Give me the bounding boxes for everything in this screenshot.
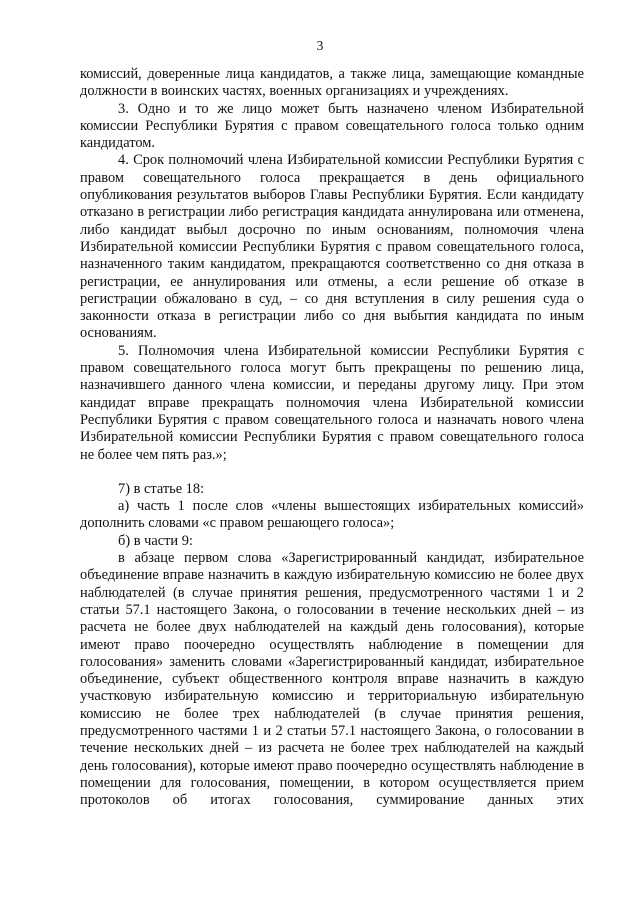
paragraph-subitem-a: а) часть 1 после слов «члены вышестоящих избирательных комиссий» дополнить словами «с правом решающего голоса»; [80, 498, 584, 532]
document-body [80, 66, 584, 809]
paragraph-subitem-b: б) в части 9: [118, 532, 193, 549]
paragraph-article-18: 7) в статье 18: [118, 480, 205, 497]
paragraph-item-4: 4. Срок полномочий члена Избирательной комиссии Республики Бурятия с правом совещательного голоса прекращается в день официального опубликования результатов выборов Главы Республики Бурятия. Если кандидату отказано в регистрации либо регистрация кандидата аннулирована или отменена, либо кандидат выбыл досрочно по иным основаниям, полномочия члена Избирательной комиссии Республики Бурятия с правом совещательного голоса, назначенного таким кандидатом, прекращаются соответственно со дня отказа в регистрации, ее аннулирования или отмены, а если решение об отказе в регистрации обжаловано в суд, – со дня вступления в силу решения суда о законности отказа в регистрации либо со дня выбытия кандидата по иным основаниям. [80, 152, 584, 342]
paragraph-item-3: 3. Одно и то же лицо может быть назначено членом Избирательной комиссии Республики Бурятия с правом совещательного голоса только одним кандидатом. [80, 100, 584, 152]
paragraph-item-5: 5. Полномочия члена Избирательной комиссии Республики Бурятия с правом совещательного голоса могут быть прекращены по решению лица, назначившего данного члена комиссии, и переданы другому лицу. При этом кандидат вправе прекращать полномочия члена Избирательной комиссии Республики Бурятия с правом совещательного голоса и назначать нового члена Избирательной комиссии Республики Бурятия с правом совещательного голоса не более чем пять раз.»; [80, 342, 584, 463]
paragraph-first-abzac: в абзаце первом слова «Зарегистрированный кандидат, избирательное объединение вправе назначить в каждую избирательную комиссию не более двух наблюдателей (в случае принятия решения, предусмотренного частями 1 и 2 статьи 57.1 настоящего Закона, о голосовании в течение нескольких дней – из расчета не более двух наблюдателей на каждый день голосования), которые имеют право поочередно осуществлять наблюдение в помещении для голосования» заменить словами «Зарегистрированный кандидат, избирательное объединение, субъект общественного контроля вправе назначить в каждую участковую избирательную комиссию и территориальную избирательную комиссию не более трех наблюдателей (в случае принятия решения, предусмотренного частями 1 и 2 статьи 57.1 настоящего Закона, о голосовании в течение нескольких дней – из расчета не более трех наблюдателей на каждый день голосования), которые имеют право поочередно осуществлять наблюдение в помещении для голосования, помещении, в котором осуществляется прием протоколов об итогах голосования, суммирование данных этих [80, 550, 584, 809]
paragraph-continuation: комиссий, доверенные лица кандидатов, а также лица, замещающие командные должности в воинских частях, военных организациях и учреждениях. [80, 66, 584, 100]
page-number: 3 [316, 38, 324, 53]
paragraph-gap [80, 464, 584, 481]
